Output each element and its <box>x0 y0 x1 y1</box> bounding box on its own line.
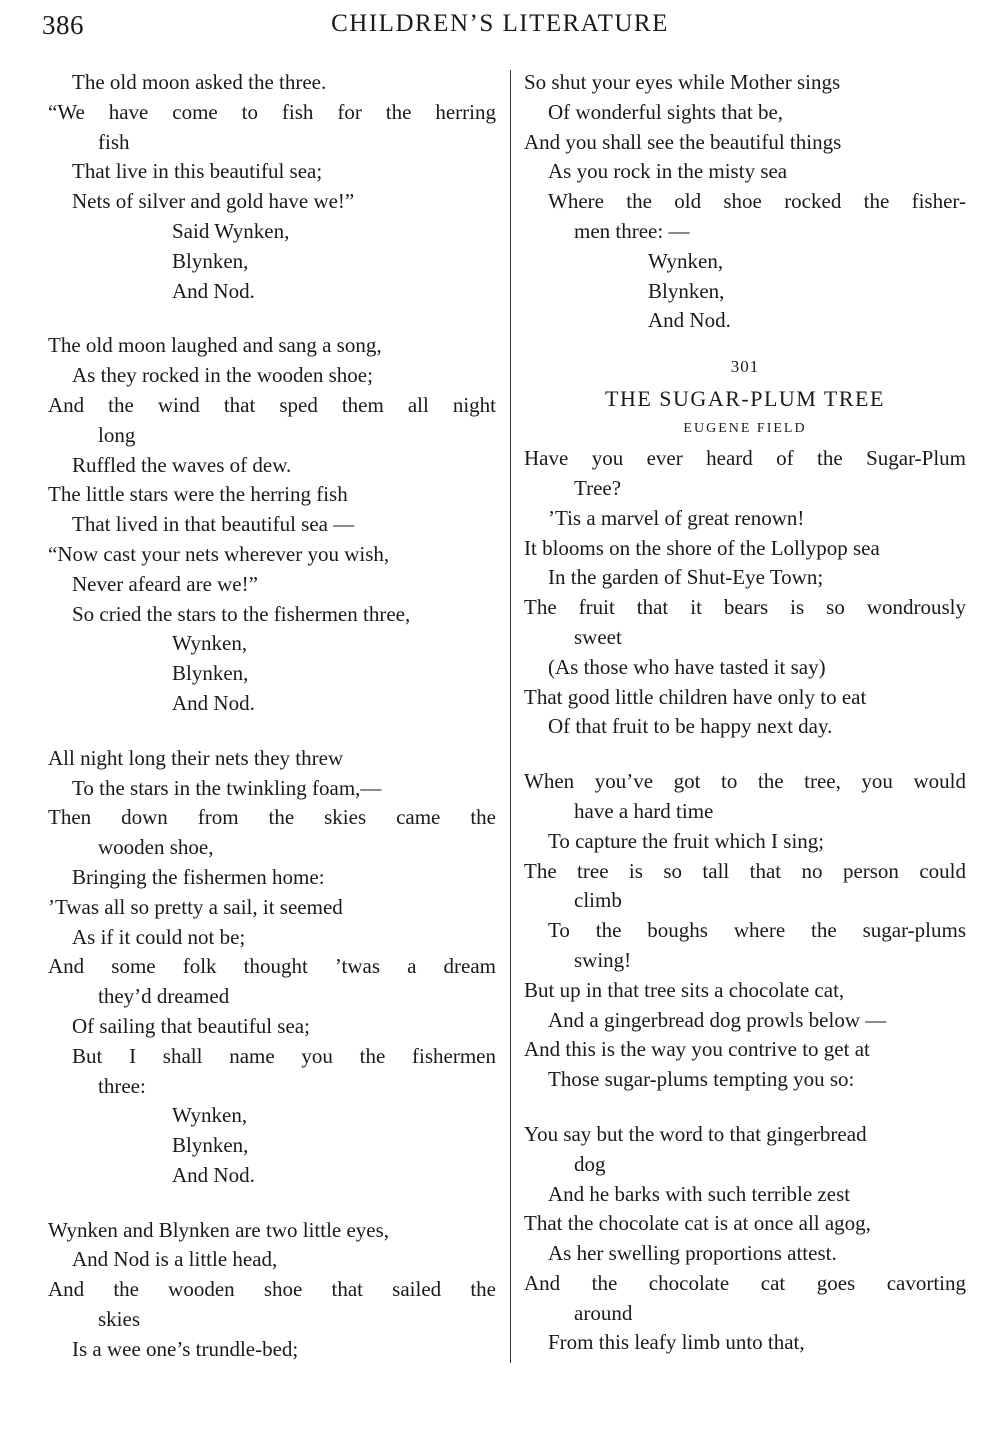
poem-line: Bringing the fishermen home: <box>72 864 325 889</box>
poem-line: But I shall name you the fishermen <box>72 1043 496 1068</box>
refrain-line: And Nod. <box>648 308 731 333</box>
poem-line: they’d dreamed <box>98 984 230 1009</box>
poem-line: “Now cast your nets wherever you wish, <box>48 541 390 566</box>
poem-line: The old moon asked the three. <box>72 70 327 94</box>
refrain-line: Wynken, <box>172 631 248 656</box>
poem-line: The old moon laughed and sang a song, <box>48 333 382 358</box>
poem-number: 301 <box>730 357 760 377</box>
page-header <box>0 10 1000 50</box>
poem-line: Is a wee one’s trundle-bed; <box>72 1336 299 1361</box>
stanza <box>524 444 966 742</box>
poem-line: And the chocolate cat goes cavorting <box>524 1270 966 1295</box>
refrain-line: Wynken, <box>172 1103 248 1128</box>
poem-line: ’Twas all so pretty a sail, it seemed <box>48 894 343 919</box>
poem-line: wooden shoe, <box>98 835 214 860</box>
poem-line: And some folk thought ’twas a dream <box>48 954 496 979</box>
stanza <box>48 68 496 306</box>
poem-line: Wynken and Blynken are two little eyes, <box>48 1217 390 1242</box>
poem-line: dog <box>574 1151 606 1176</box>
poem-line: And the wind that sped them all night <box>48 392 496 417</box>
poem-line: The little stars were the herring fish <box>48 482 348 507</box>
poem-line: That good little children have only to eat <box>524 684 867 709</box>
poem-line: Where the old shoe rocked the fisher- <box>548 189 966 214</box>
poem-title: THE SUGAR-PLUM TREE <box>605 386 885 412</box>
stanza <box>48 1216 496 1365</box>
poem-line: skies <box>98 1307 140 1332</box>
poem-line: fish <box>98 129 130 154</box>
poem-line: have a hard time <box>574 798 714 823</box>
refrain-line: And Nod. <box>172 278 255 303</box>
refrain-line: Blynken, <box>172 1133 249 1158</box>
poem-line: ’Tis a marvel of great renown! <box>548 505 805 530</box>
stanza <box>524 767 966 1095</box>
page-number: 386 <box>42 10 84 40</box>
poem-line: Then down from the skies came the <box>48 805 496 830</box>
poem-line: You say but the word to that gingerbread <box>524 1121 867 1146</box>
poem-line: But up in that tree sits a chocolate cat, <box>524 977 845 1002</box>
refrain-line: Blynken, <box>648 278 725 303</box>
poem-line: It blooms on the shore of the Lollypop sea <box>524 535 880 560</box>
poem-line: And a gingerbread dog prowls below — <box>548 1007 887 1032</box>
poem-line: As they rocked in the wooden shoe; <box>72 363 373 388</box>
column-divider <box>510 70 511 1363</box>
refrain-line: Blynken, <box>172 248 249 273</box>
poem-line: That live in this beautiful sea; <box>72 159 323 184</box>
running-title: CHILDREN’S LITERATURE <box>331 10 669 37</box>
refrain-line: And Nod. <box>172 1162 255 1187</box>
poem-line: And the wooden shoe that sailed the <box>48 1277 496 1302</box>
poem-line: Of that fruit to be happy next day. <box>548 714 833 739</box>
poem-line: Ruffled the waves of dew. <box>72 452 292 477</box>
poem-line: So cried the stars to the fishermen three, <box>72 601 411 626</box>
stanza <box>524 1120 966 1358</box>
poem-line: sweet <box>574 624 622 649</box>
poem-line: swing! <box>574 947 632 972</box>
poem-line: And he barks with such terrible zest <box>548 1181 851 1206</box>
poem-line: Nets of silver and gold have we!” <box>72 189 355 214</box>
poem-line: To capture the fruit which I sing; <box>548 828 825 853</box>
poem-line: climb <box>574 888 622 913</box>
poem-line: three: <box>98 1073 146 1098</box>
poem-line: around <box>574 1300 633 1325</box>
poem-line: Tree? <box>574 475 622 500</box>
poem-line: The fruit that it bears is so wondrously <box>524 595 966 620</box>
poem-line: Of sailing that beautiful sea; <box>72 1013 310 1038</box>
poem-line: “We have come to fish for the herring <box>48 99 496 124</box>
stanza <box>524 68 966 336</box>
poem-line: To the boughs where the sugar-plums <box>548 918 966 943</box>
poem-line: So shut your eyes while Mother sings <box>524 70 841 94</box>
poem-line: Have you ever heard of the Sugar-Plum <box>524 446 966 471</box>
refrain-line: Wynken, <box>648 248 724 273</box>
poem-line: Of wonderful sights that be, <box>548 99 784 124</box>
poem-line: And this is the way you contrive to get at <box>524 1037 870 1062</box>
poem-line: As if it could not be; <box>72 924 246 949</box>
poem-line: men three: — <box>574 218 690 243</box>
stanza <box>48 744 496 1191</box>
poem-line: And you shall see the beautiful things <box>524 129 842 154</box>
poem-line: To the stars in the twinkling foam,— <box>72 775 382 800</box>
poem-line: As her swelling proportions attest. <box>548 1241 837 1266</box>
poem-line: (As those who have tasted it say) <box>548 654 826 679</box>
poem-line: And Nod is a little head, <box>72 1247 278 1272</box>
poem-author: EUGENE FIELD <box>683 421 807 437</box>
right-column <box>524 68 966 1358</box>
poem-line: Those sugar-plums tempting you so: <box>548 1067 855 1092</box>
refrain-line: And Nod. <box>172 690 255 715</box>
poem-line: When you’ve got to the tree, you would <box>524 769 966 794</box>
poem-line: In the garden of Shut-Eye Town; <box>548 565 824 590</box>
stanza <box>48 331 496 718</box>
left-column <box>48 68 496 1365</box>
refrain-line: Said Wynken, <box>172 218 290 243</box>
poem-line: From this leafy limb unto that, <box>548 1330 805 1355</box>
poem-line: That lived in that beautiful sea — <box>72 512 355 537</box>
poem-line: That the chocolate cat is at once all agog, <box>524 1211 871 1236</box>
poem-line: The tree is so tall that no person could <box>524 858 966 883</box>
poem-line: long <box>98 422 136 447</box>
refrain-line: Blynken, <box>172 661 249 686</box>
poem-line: As you rock in the misty sea <box>548 159 788 184</box>
poem-line: All night long their nets they threw <box>48 745 344 770</box>
poem-line: Never afeard are we!” <box>72 571 258 596</box>
